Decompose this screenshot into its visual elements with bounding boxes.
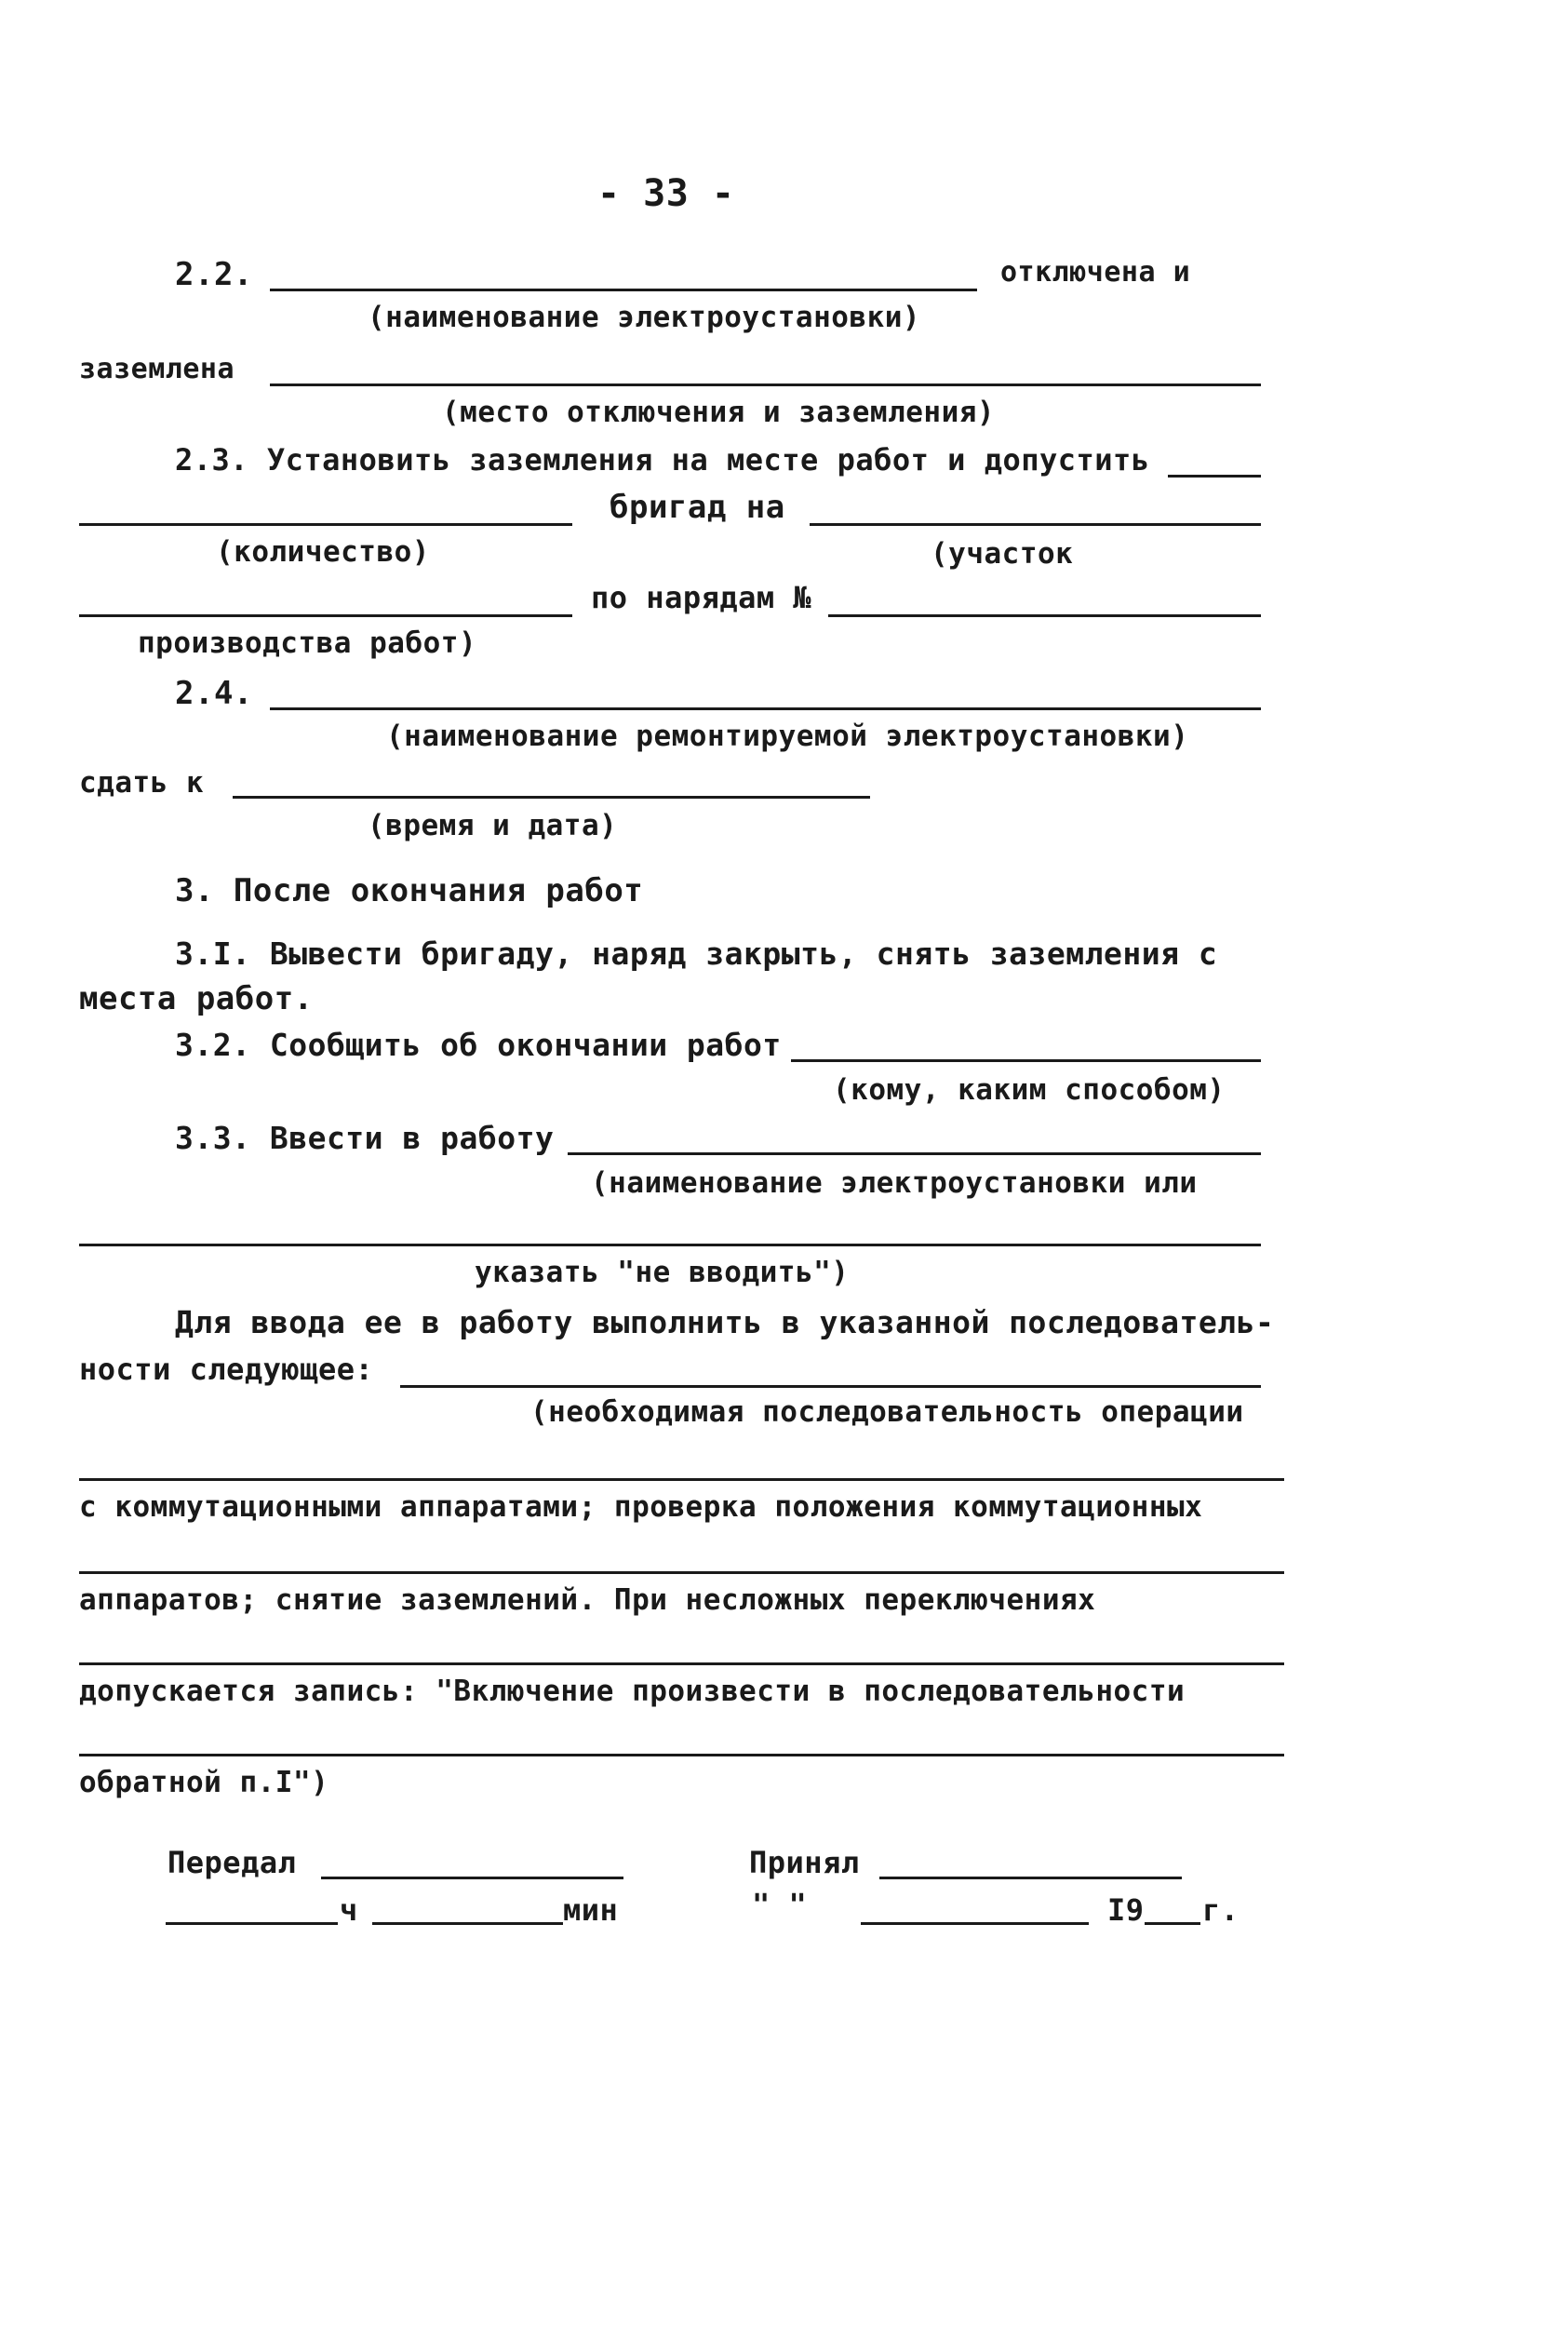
field-electroinstallation-name[interactable] — [270, 289, 977, 291]
field-quantity[interactable] — [79, 523, 572, 526]
field-put-into-operation[interactable] — [568, 1152, 1261, 1155]
label-quotes: " " — [752, 1887, 808, 1922]
word-sdat-k: сдать к — [79, 766, 205, 800]
caption-disconnection-place: (место отключения и заземления) — [442, 396, 996, 429]
label-peredal: Передал — [168, 1845, 297, 1880]
paragraph-3-1-line2: места работ. — [79, 980, 314, 1017]
label-g: г. — [1202, 1892, 1240, 1928]
caption-area-continued: производства работ) — [138, 626, 477, 660]
label-hour: ч — [340, 1892, 358, 1928]
label-prinyal: Принял — [749, 1845, 860, 1880]
caption-put-into-operation: (наименование электроустановки или — [591, 1166, 1198, 1200]
caption-notify-whom: (кому, каким способом) — [833, 1073, 1226, 1107]
caption-repaired-installation: (наименование ремонтируемой электроустановки) — [386, 720, 1189, 753]
field-sequence-4[interactable] — [79, 1662, 1284, 1665]
field-peredal[interactable] — [321, 1877, 623, 1879]
caption-time-date: (время и дата) — [368, 809, 618, 842]
field-put-into-operation-2[interactable] — [79, 1244, 1261, 1246]
caption-work-area: (участок — [931, 537, 1074, 571]
caption-do-not-put: указать "не вводить") — [475, 1256, 850, 1289]
paragraph-3-3: 3.3. Ввести в работу — [175, 1120, 555, 1156]
paragraph-vvod-line2: ности следующее: — [79, 1352, 374, 1387]
caption-sequence-2: с коммутационными аппаратами; проверка положения коммутационных — [79, 1490, 1203, 1524]
field-prinyal[interactable] — [879, 1877, 1182, 1879]
page-number: - 33 - — [597, 172, 735, 215]
word-zazemlena: заземлена — [79, 353, 235, 385]
section-2-4-number: 2.4. — [175, 675, 253, 712]
field-work-area[interactable] — [810, 523, 1261, 526]
field-date-month[interactable] — [861, 1922, 1089, 1925]
field-2-3-end[interactable] — [1168, 475, 1261, 478]
field-year[interactable] — [1145, 1922, 1200, 1925]
field-hours[interactable] — [166, 1922, 338, 1925]
field-sequence-5[interactable] — [79, 1754, 1284, 1756]
field-sequence-3[interactable] — [79, 1571, 1284, 1574]
section-3-heading: 3. После окончания работ — [175, 872, 644, 909]
field-sequence[interactable] — [400, 1385, 1261, 1388]
caption-sequence-1: (необходимая последовательность операции — [530, 1395, 1244, 1429]
label-min: мин — [563, 1892, 619, 1928]
caption-sequence-5: обратной п.I") — [79, 1766, 329, 1799]
field-disconnection-place[interactable] — [270, 384, 1261, 386]
section-2-3-text: 2.3. Установить заземления на месте работ и допустить — [175, 442, 1150, 478]
word-brigad: бригад на — [610, 489, 785, 526]
field-area-continued[interactable] — [79, 614, 572, 617]
section-2-2-number: 2.2. — [175, 256, 253, 293]
caption-quantity: (количество) — [216, 535, 430, 569]
field-repaired-installation[interactable] — [270, 707, 1261, 710]
paragraph-3-1-line1: 3.I. Вывести бригаду, наряд закрыть, снять заземления с — [175, 935, 1218, 972]
field-minutes[interactable] — [372, 1922, 563, 1925]
field-work-order-number[interactable] — [828, 614, 1261, 617]
paragraph-vvod-line1: Для ввода ее в работу выполнить в указанной последователь- — [175, 1304, 1275, 1340]
word-po-naryadam: по нарядам № — [591, 580, 812, 615]
label-year: I9 — [1107, 1892, 1145, 1928]
caption-electroinstallation-name: (наименование электроустановки) — [368, 301, 921, 334]
caption-sequence-4: допускается запись: "Включение произвести в последовательности — [79, 1675, 1186, 1708]
field-sequence-2[interactable] — [79, 1478, 1284, 1481]
paragraph-3-2: 3.2. Сообщить об окончании работ — [175, 1027, 782, 1063]
section-2-2-suffix: отключена и — [1000, 256, 1191, 289]
field-time-date[interactable] — [233, 796, 870, 799]
caption-sequence-3: аппаратов; снятие заземлений. При несложных переключениях — [79, 1583, 1096, 1617]
field-notify-whom[interactable] — [791, 1059, 1261, 1062]
